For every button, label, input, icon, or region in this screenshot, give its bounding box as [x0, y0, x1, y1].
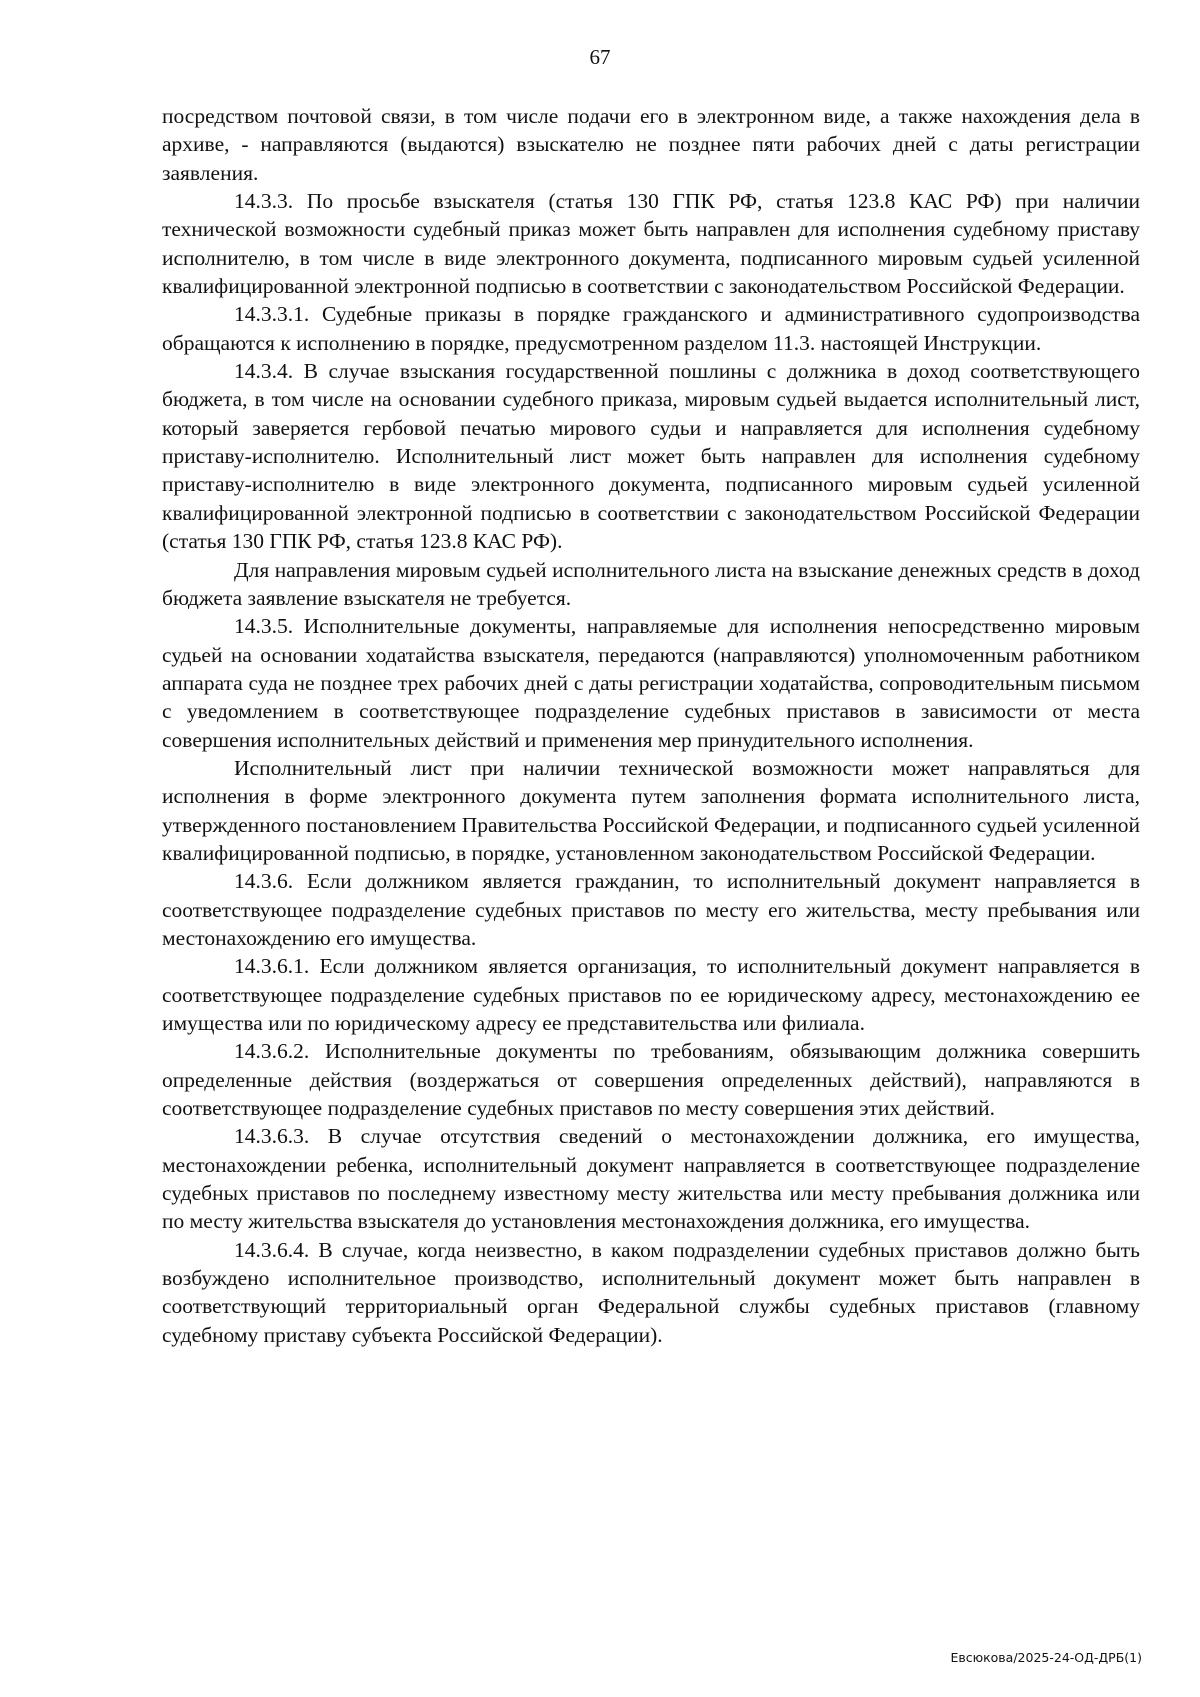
document-body	[162, 102, 1140, 1349]
paragraph-14-3-6-2: 14.3.6.2. Исполнительные документы по требованиям, обязывающим должника совершить определенные действия (воздержаться от совершения определенных действий), направляются в соответствующее подразделение судебных приставов по месту совершения этих действий.	[162, 1039, 1140, 1121]
paragraph-14-3-6-3: 14.3.6.3. В случае отсутствия сведений о местонахождении должника, его имущества, местонахождении ребенка, исполнительный документ направляется в соответствующее подразделение судебных приставов по последнему известному месту жительства или месту пребывания должника или по месту жительства взыскателя до установления местонахождения должника, его имущества.	[162, 1124, 1140, 1234]
paragraph-14-3-5: 14.3.5. Исполнительные документы, направляемые для исполнения непосредственно мировым судьей на основании ходатайства взыскателя, передаются (направляются) уполномоченным работником аппарата суда не позднее трех рабочих дней с даты регистрации ходатайства, сопроводительным письмом с уведомлением в соответствующее подразделение судебных приставов в зависимости от места совершения исполнительных действий и применения мер принудительного исполнения.	[162, 614, 1140, 752]
paragraph-14-3-4-note: Для направления мировым судьей исполнительного листа на взыскание денежных средств в доход бюджета заявление взыскателя не требуется.	[162, 557, 1140, 610]
page-number: 67	[589, 45, 611, 69]
paragraph-14-3-4: 14.3.4. В случае взыскания государственной пошлины с должника в доход соответствующего бюджета, в том числе на основании судебного приказа, мировым судьей выдается исполнительный лист, который заверяется гербовой печатью мирового судьи и направляется для исполнения судебному приставу-исполнителю. Исполнительный лист может быть направлен для исполнения судебному приставу-исполнителю в виде электронного документа, подписанного мировым судьей усиленной квалифицированной электронной подписью в соответствии с законодательством Российской Федерации (статья 130 ГПК РФ, статья 123.8 КАС РФ).	[162, 359, 1140, 554]
paragraph-continuation: посредством почтовой связи, в том числе подачи его в электронном виде, а также нахождения дела в архиве, - направляются (выдаются) взыскателю не позднее пяти рабочих дней с даты регистрации заявления.	[162, 104, 1140, 185]
paragraph-14-3-6-1: 14.3.6.1. Если должником является организация, то исполнительный документ направляется в соответствующее подразделение судебных приставов по ее юридическому адресу, местонахождению ее имущества или по юридическому адресу ее представительства или филиала.	[162, 954, 1140, 1035]
paragraph-14-3-3: 14.3.3. По просьбе взыскателя (статья 130 ГПК РФ, статья 123.8 КАС РФ) при наличии технической возможности судебный приказ может быть направлен для исполнения судебному приставу исполнителю, в том числе в виде электронного документа, подписанного мировым судьей усиленной квалифицированной электронной подписью в соответствии с законодательством Российской Федерации.	[162, 189, 1140, 299]
paragraph-14-3-5-note: Исполнительный лист при наличии технической возможности может направляться для исполнения в форме электронного документа путем заполнения формата исполнительного листа, утвержденного постановлением Правительства Российской Федерации, и подписанного судьей усиленной квалифицированной подписью, в порядке, установленном законодательством Российской Федерации.	[162, 755, 1140, 865]
paragraph-14-3-6-4: 14.3.6.4. В случае, когда неизвестно, в каком подразделении судебных приставов должно быть возбуждено исполнительное производство, исполнительный документ может быть направлен в соответствующий территориальный орган Федеральной службы судебных приставов (главному судебному приставу субъекта Российской Федерации).	[162, 1237, 1140, 1347]
paragraph-14-3-3-1: 14.3.3.1. Судебные приказы в порядке гражданского и административного судопроизводства обращаются к исполнению в порядке, предусмотренном разделом 11.3. настоящей Инструкции.	[162, 302, 1140, 355]
document-registration-code: Евсюкова/2025-24-ОД-ДРБ(1)	[950, 1650, 1142, 1665]
paragraph-14-3-6: 14.3.6. Если должником является гражданин, то исполнительный документ направляется в соответствующее подразделение судебных приставов по месту его жительства, месту пребывания или местонахождению его имущества.	[162, 869, 1140, 950]
